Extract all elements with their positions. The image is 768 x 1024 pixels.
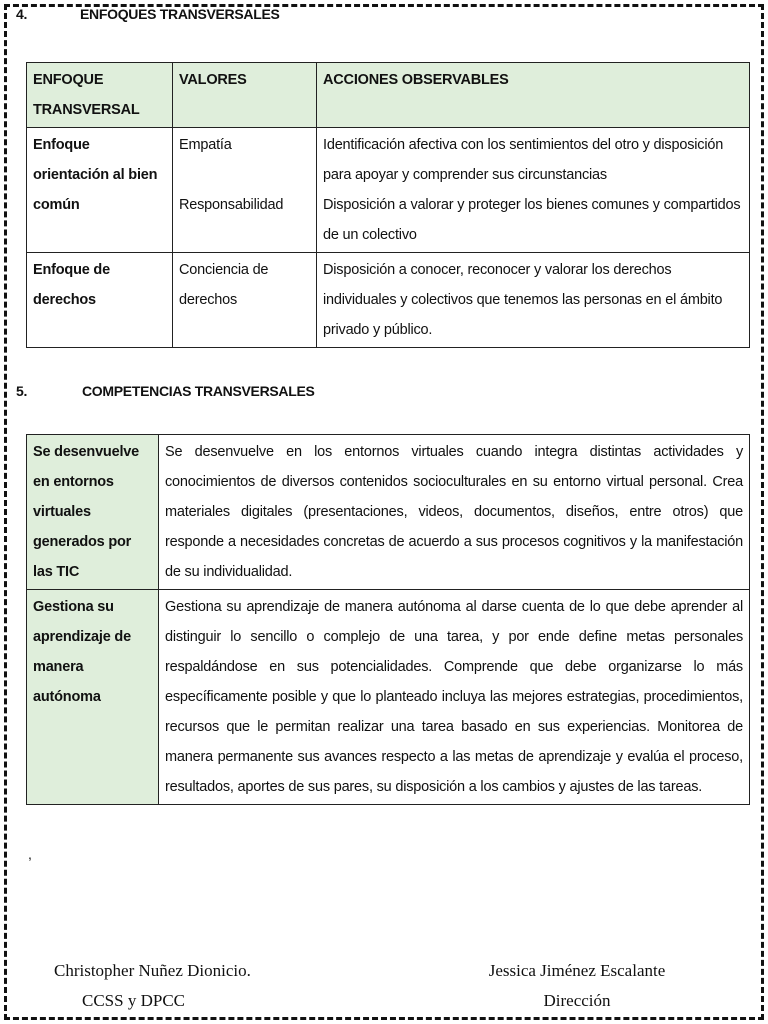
competencias-table	[26, 434, 750, 805]
signature-right-name: Jessica Jiménez Escalante	[488, 961, 666, 980]
table-row	[27, 128, 750, 253]
spacer	[179, 160, 310, 190]
accion-text: Identificación afectiva con los sentimientos del otro y disposición para apoyar y comprender sus circunstancias	[323, 137, 724, 183]
enfoques-table	[26, 62, 750, 348]
table-row	[27, 253, 750, 348]
descripcion-cell: Se desenvuelve en los entornos virtuales cuando integra distintas actividades y conocimientos de diversos contenidos socioculturales en su entorno virtual personal. Crea materiales digitales (presentaciones, videos, documentos, diseños, entre otros) que responde a necesidades concretas de acuerdo a sus procesos cognitivos y la manifestación de su individualidad.	[159, 435, 750, 590]
section-4-title: ENFOQUES TRANSVERSALES	[80, 6, 280, 22]
table-row	[27, 435, 750, 590]
valor-label: Responsabilidad	[179, 197, 284, 213]
header-valores: VALORES	[173, 63, 317, 128]
signature-left	[54, 956, 251, 1016]
competencia-cell: Gestiona su aprendizaje de manera autónoma	[27, 590, 159, 805]
table-row	[27, 590, 750, 805]
section-5-number: 5.	[16, 383, 28, 399]
acciones-cell	[317, 128, 750, 253]
signature-left-role: CCSS y DPCC	[82, 991, 185, 1010]
enfoque-cell: Enfoque de derechos	[27, 253, 173, 348]
competencia-cell: Se desenvuelve en entornos virtuales generados por las TIC	[27, 435, 159, 590]
section-4-heading	[16, 6, 280, 22]
valor-label: Empatía	[179, 137, 232, 153]
stray-mark: ,	[28, 846, 32, 862]
acciones-cell: Disposición a conocer, reconocer y valorar los derechos individuales y colectivos que tenemos las personas en el ámbito privado y público.	[317, 253, 750, 348]
accion-text: Disposición a valorar y proteger los bienes comunes y compartidos de un colectivo	[323, 197, 741, 243]
signature-right-role: Dirección	[543, 991, 611, 1010]
section-5-title: COMPETENCIAS TRANSVERSALES	[82, 383, 315, 399]
header-enfoque: ENFOQUE TRANSVERSAL	[27, 63, 173, 128]
section-4-number: 4.	[16, 6, 28, 22]
signature-right	[482, 956, 672, 1016]
section-5-heading	[16, 383, 315, 399]
table-header-row	[27, 63, 750, 128]
enfoque-cell: Enfoque orientación al bien común	[27, 128, 173, 253]
signature-left-name: Christopher Nuñez Dionicio.	[54, 961, 251, 980]
header-acciones: ACCIONES OBSERVABLES	[317, 63, 750, 128]
descripcion-cell: Gestiona su aprendizaje de manera autónoma al darse cuenta de lo que debe aprender al distinguir lo sencillo o complejo de una tarea, y por ende define metas personales respaldándose en sus potencialidades. Comprende que debe organizarse lo más específicamente posible y que lo planteado incluya las mejores estrategias, procedimientos, recursos que le permitan realizar una tarea basado en sus experiencias. Monitorea de manera permanente sus avances respecto a las metas de aprendizaje y evalúa el proceso, resultados, aportes de sus pares, su disposición a los cambios y ajustes de las tareas.	[159, 590, 750, 805]
valores-cell	[173, 128, 317, 253]
valores-cell: Conciencia de derechos	[173, 253, 317, 348]
